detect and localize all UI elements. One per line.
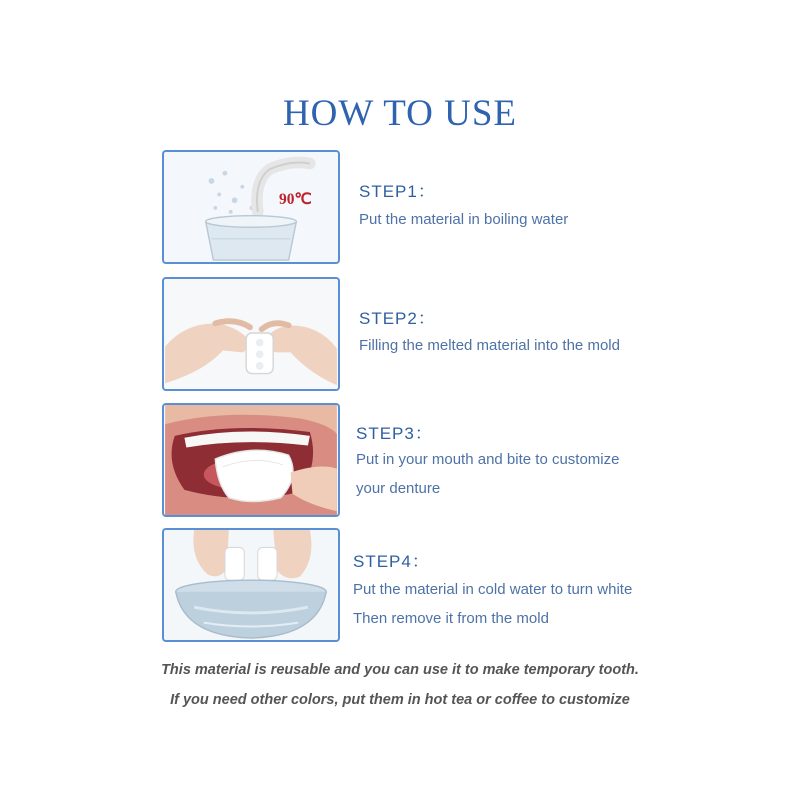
step2-text: Filling the melted material into the mold — [359, 337, 620, 354]
temperature-label: 90℃ — [278, 191, 312, 209]
step4-text-line1: Put the material in cold water to turn white — [353, 581, 633, 598]
step4-image — [162, 528, 340, 642]
step2-image — [162, 277, 340, 391]
step3-image — [162, 403, 340, 517]
step3-heading: STEP3： — [356, 424, 433, 443]
note-reusable: This material is reusable and you can use it to make temporary tooth. — [161, 662, 639, 678]
step1-image — [162, 150, 340, 264]
step4-text-line2: Then remove it from the mold — [353, 610, 549, 627]
page-title: HOW TO USE — [282, 93, 518, 134]
note-colors: If you need other colors, put them in hot tea or coffee to customize — [170, 692, 630, 708]
step1-text: Put the material in boiling water — [359, 211, 569, 228]
step2-heading: STEP2： — [359, 309, 436, 328]
step3-text-line2: your denture — [356, 480, 441, 497]
step3-text-line1: Put in your mouth and bite to customize — [356, 451, 620, 468]
step4-heading: STEP4： — [353, 552, 430, 571]
step1-heading: STEP1： — [359, 182, 436, 201]
